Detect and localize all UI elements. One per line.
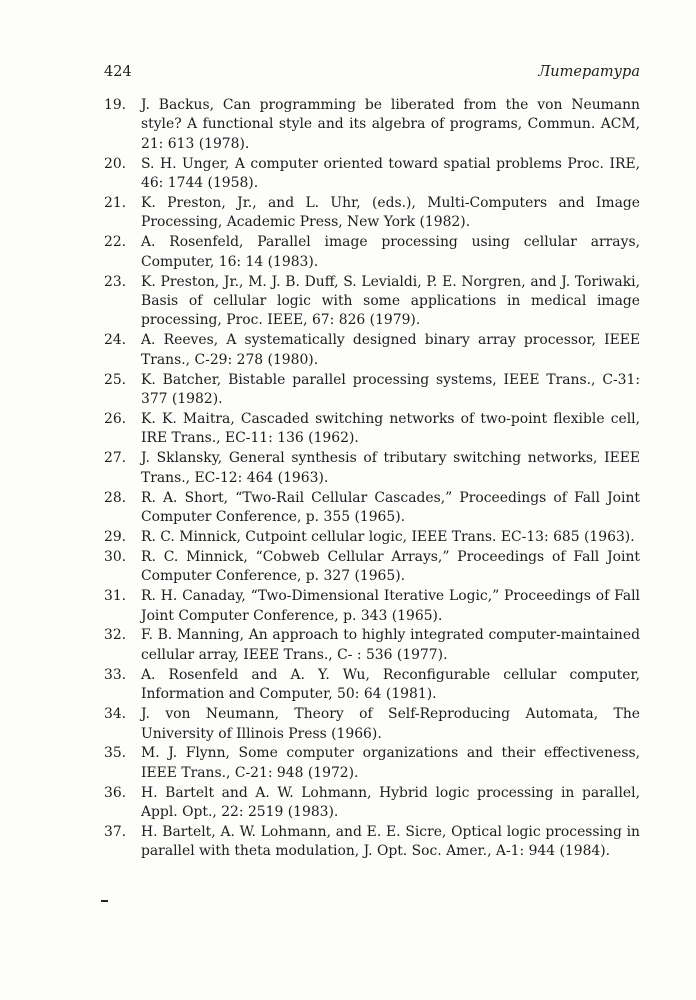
reference-item <box>104 371 640 410</box>
reference-text: K. Preston, Jr., and L. Uhr, (eds.), Multi-Computers and Image Processing, Academic Press, New York (1982). <box>141 195 640 231</box>
reference-item <box>104 823 640 862</box>
reference-text: R. C. Minnick, Cutpoint cellular logic, IEEE Trans. EC-13: 685 (1963). <box>141 528 635 545</box>
reference-text: A. Rosenfeld and A. Y. Wu, Reconfigurable cellular computer, Information and Computer, 50: 64 (1981). <box>141 666 640 703</box>
reference-item <box>104 155 640 194</box>
scan-mark <box>101 900 108 902</box>
reference-number: 21. <box>104 195 127 212</box>
reference-item <box>104 744 640 783</box>
reference-list <box>104 96 640 862</box>
reference-number: 36. <box>104 784 127 801</box>
reference-text: A. Rosenfeld, Parallel image processing using cellular arrays, Computer, 16: 14 (1983). <box>141 234 640 270</box>
reference-number: 25. <box>104 371 127 388</box>
reference-item <box>104 449 640 488</box>
reference-item <box>104 410 640 449</box>
reference-number: 29. <box>104 528 127 545</box>
reference-number: 23. <box>104 273 127 290</box>
reference-text: H. Bartelt, A. W. Lohmann, and E. E. Sicre, Optical logic processing in parallel with theta modulation, J. Opt. Soc. Amer., A-1: 944 (1984). <box>141 824 640 860</box>
reference-number: 20. <box>104 155 127 172</box>
reference-number: 19. <box>104 97 127 113</box>
reference-number: 37. <box>104 824 127 841</box>
reference-item <box>104 784 640 823</box>
reference-number: 22. <box>104 234 127 251</box>
reference-number: 27. <box>104 450 127 467</box>
reference-item <box>104 626 640 665</box>
reference-text: J. von Neumann, Theory of Self-Reproducing Automata, The University of Illinois Press (1966). <box>141 706 640 742</box>
reference-item <box>104 96 640 154</box>
reference-number: 34. <box>104 706 127 723</box>
reference-item <box>104 194 640 233</box>
reference-number: 30. <box>104 548 127 565</box>
reference-item <box>104 331 640 370</box>
reference-text: R. A. Short, “Two-Rail Cellular Cascades,” Proceedings of Fall Joint Computer Conference, p. 355 (1965). <box>141 489 640 526</box>
reference-text: R. C. Minnick, “Cobweb Cellular Arrays,” Proceedings of Fall Joint Computer Conference, p. 327 (1965). <box>141 548 640 585</box>
reference-number: 35. <box>104 745 127 762</box>
reference-number: 33. <box>104 666 127 683</box>
reference-item <box>104 489 640 528</box>
reference-text: R. H. Canaday, “Two-Dimensional Iterative Logic,” Proceedings of Fall Joint Computer Conference, p. 343 (1965). <box>141 588 640 624</box>
reference-text: K. Batcher, Bistable parallel processing systems, IEEE Trans., C-31: 377 (1982). <box>141 371 640 408</box>
reference-text: M. J. Flynn, Some computer organizations and their effectiveness, IEEE Trans., C-21: 948 (1972). <box>141 745 640 781</box>
reference-item <box>104 705 640 744</box>
reference-item <box>104 587 640 626</box>
reference-number: 26. <box>104 411 127 427</box>
reference-item <box>104 273 640 331</box>
page-number: 424 <box>104 64 132 80</box>
reference-item <box>104 548 640 587</box>
reference-text: J. Sklansky, General synthesis of tributary switching networks, IEEE Trans., EC-12: 464 (1963). <box>141 450 640 486</box>
reference-number: 31. <box>104 588 127 605</box>
reference-text: A. Reeves, A systematically designed binary array processor, IEEE Trans., C-29: 278 (1980). <box>141 332 640 368</box>
reference-item <box>104 528 640 547</box>
reference-number: 32. <box>104 627 127 644</box>
reference-text: F. B. Manning, An approach to highly integrated computer-maintained cellular array, IEEE Trans., C- : 536 (1977). <box>141 627 640 663</box>
reference-item <box>104 666 640 705</box>
reference-number: 28. <box>104 489 127 506</box>
reference-number: 24. <box>104 332 127 349</box>
reference-text: H. Bartelt and A. W. Lohmann, Hybrid logic processing in parallel, Appl. Opt., 22: 2519 (1983). <box>141 784 640 821</box>
reference-item <box>104 233 640 272</box>
reference-text: J. Backus, Can programming be liberated from the von Neumann style? A functional style and its algebra of programs, Commun. ACM, 21: 613 (1978). <box>141 97 640 152</box>
reference-text: K. Preston, Jr., M. J. B. Duff, S. Levialdi, P. E. Norgren, and J. Toriwaki, Basis of cellular logic with some applications in medical image processing, Proc. IEEE, 67: 826 (1979). <box>141 273 640 329</box>
running-title: Литература <box>538 64 640 80</box>
reference-text: K. K. Maitra, Cascaded switching networks of two-point flexible cell, IRE Trans., EC-11: 136 (1962). <box>141 411 640 447</box>
reference-text: S. H. Unger, A computer oriented toward spatial problems Proc. IRE, 46: 1744 (1958). <box>141 155 640 192</box>
